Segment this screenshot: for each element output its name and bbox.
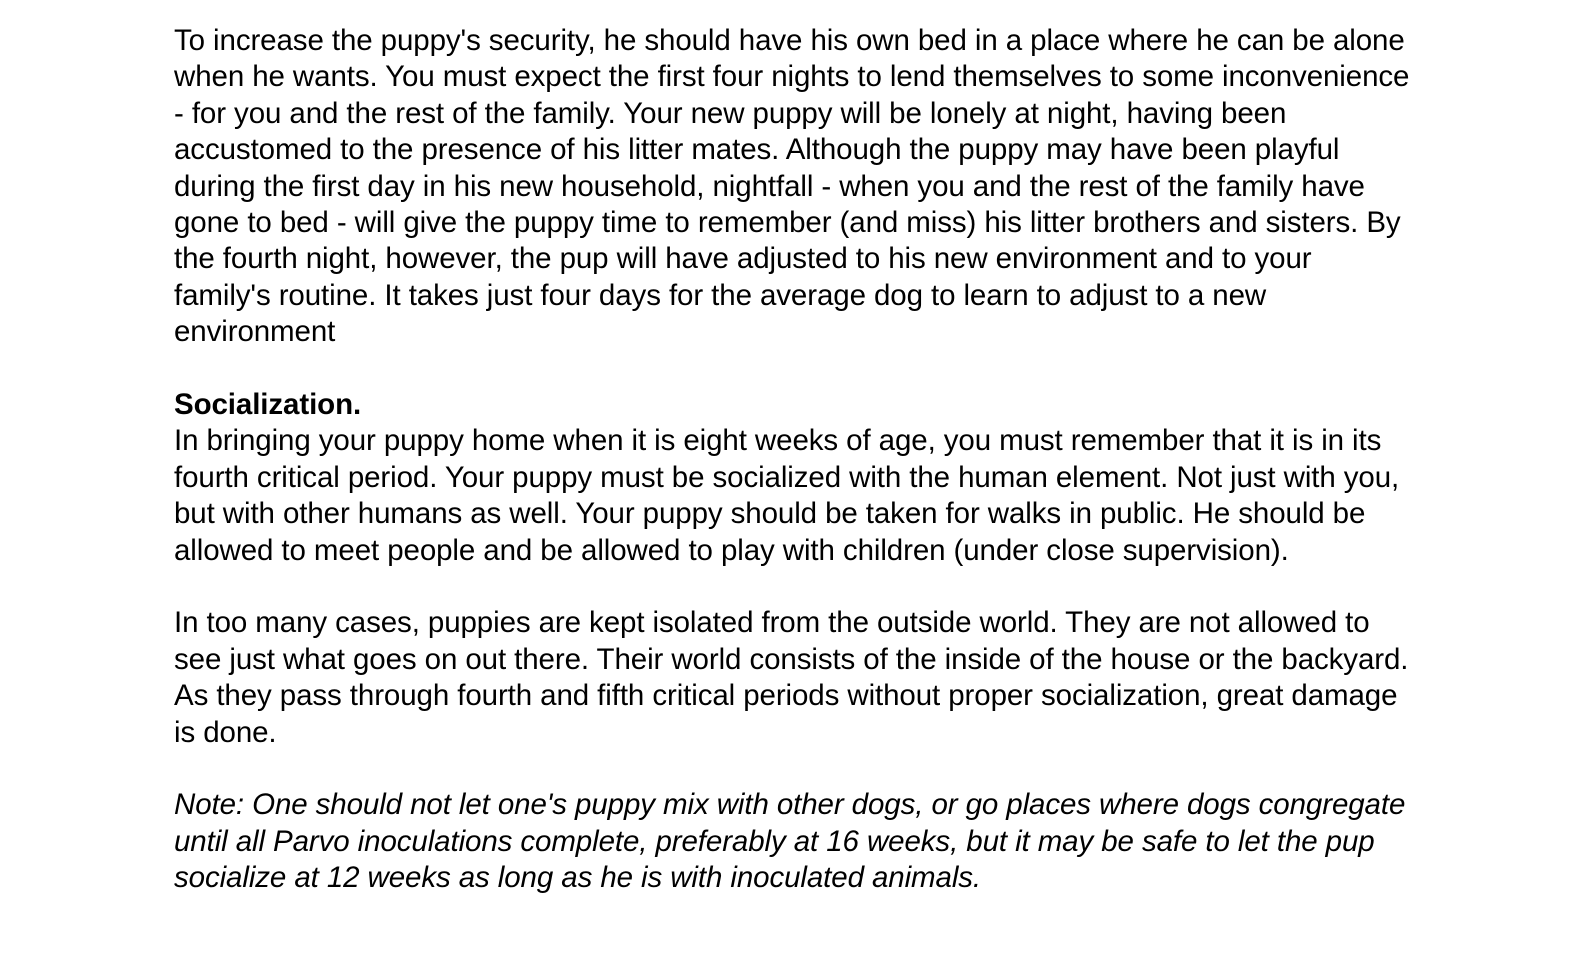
- section-heading-socialization: Socialization.: [174, 388, 362, 422]
- paragraph-isolation: In too many cases, puppies are kept isolated from the outside world. They are not allowed to see just what goes on out there. Their world consists of the inside of the house or the backyard. As they pass through fourth and fifth critical periods without proper socialization, great damage is done.: [174, 606, 1409, 749]
- paragraph-spacer: [174, 751, 1414, 787]
- note-parvo: Note: One should not let one's puppy mix with other dogs, or go places where dogs congregate until all Parvo inoculations complete, preferably at 16 weeks, but it may be safe to let the pup socialize at 12 weeks as long as he is with inoculated animals.: [174, 788, 1406, 895]
- document-page: [174, 23, 1414, 897]
- paragraph-spacer: [174, 351, 1414, 387]
- paragraph-security: To increase the puppy's security, he should have his own bed in a place where he can be alone when he wants. You must expect the first four nights to lend themselves to some inconvenience - for you and the rest of the family. Your new puppy will be lonely at night, having been accustomed to the presence of his litter mates. Although the puppy may have been playful during the first day in his new household, nightfall - when you and the rest of the family have gone to bed - will give the puppy time to remember (and miss) his litter brothers and sisters. By the fourth night, however, the pup will have adjusted to his new environment and to your family's routine. It takes just four days for the average dog to learn to adjust to a new environment: [174, 24, 1410, 349]
- paragraph-spacer: [174, 569, 1414, 605]
- paragraph-socialization: In bringing your puppy home when it is eight weeks of age, you must remember that it is in its fourth critical period. Your puppy must be socialized with the human element. Not just with you, but with other humans as well. Your puppy should be taken for walks in public. He should be allowed to meet people and be allowed to play with children (under close supervision).: [174, 424, 1400, 567]
